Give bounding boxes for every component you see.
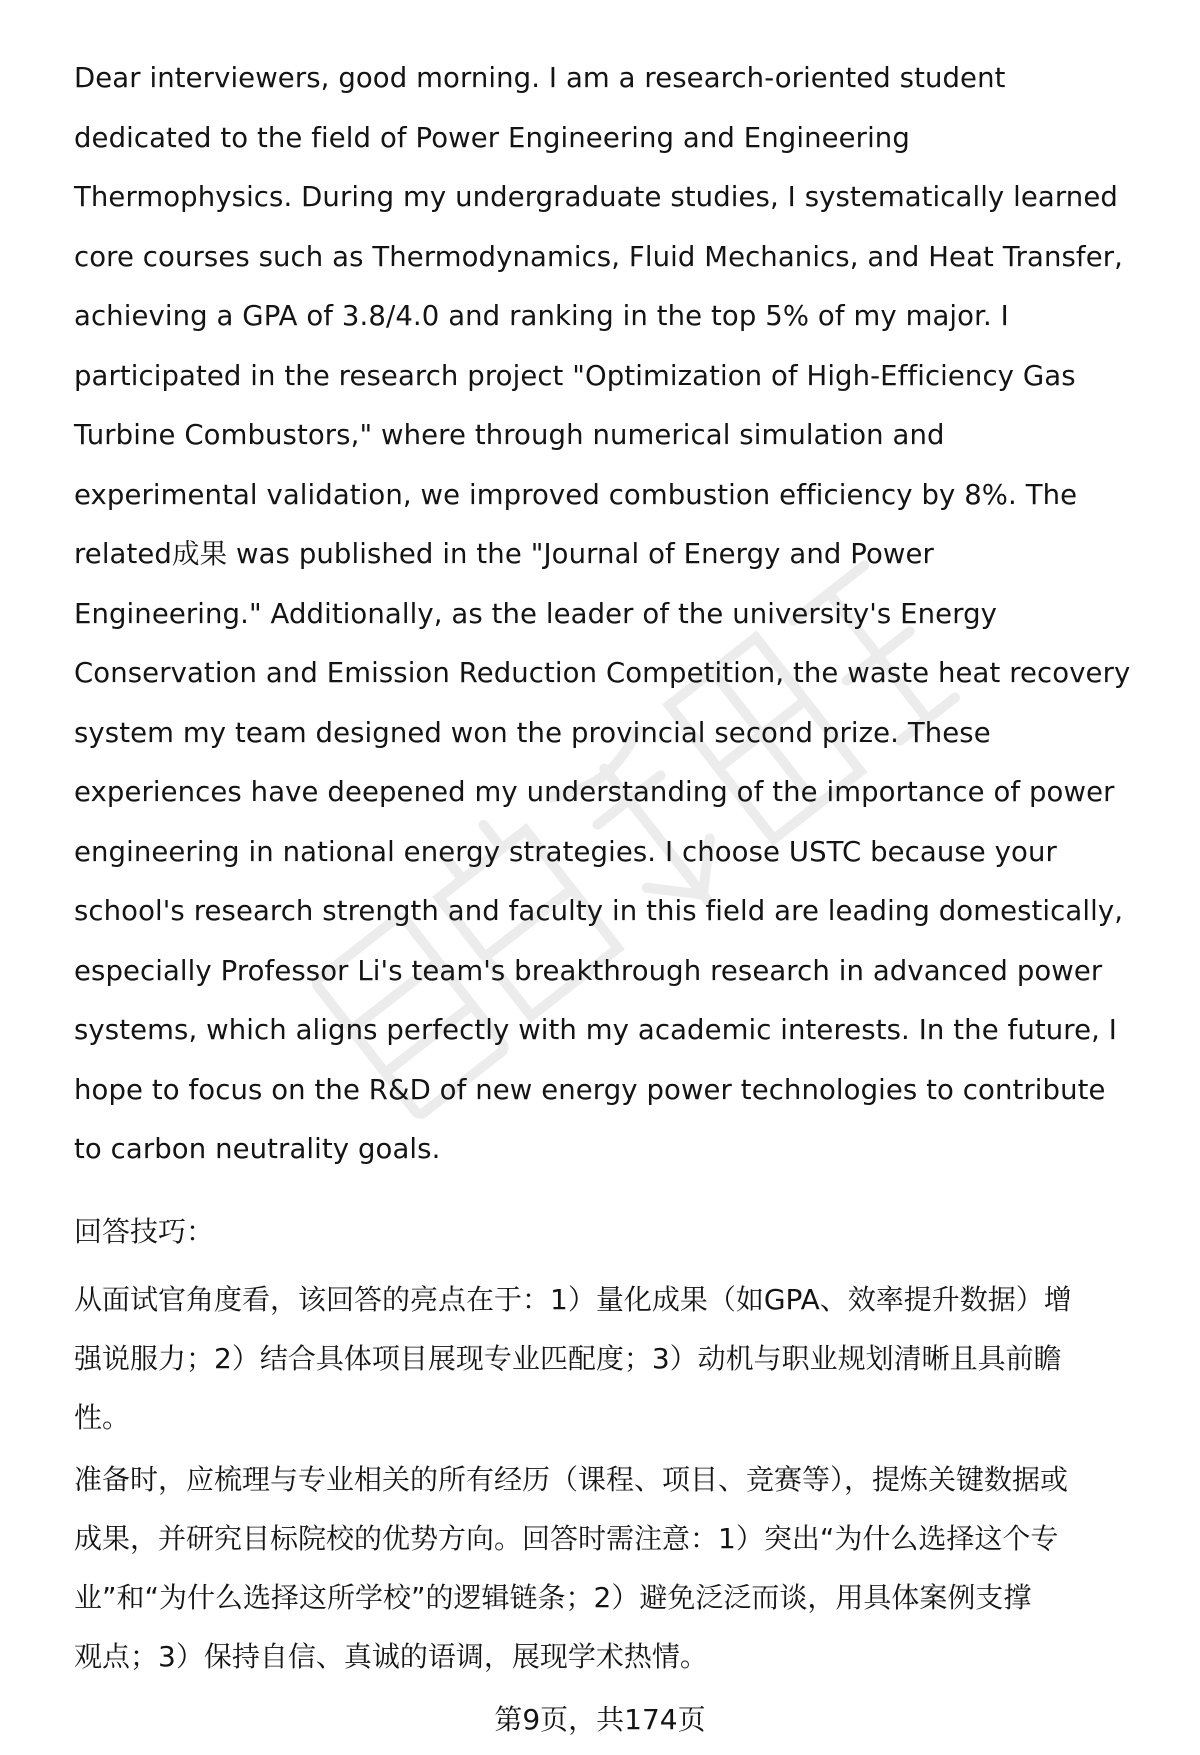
answer-paragraph: Dear interviewers, good morning. I am a research-oriented student dedicated to the field of Power Engineering and Engineering Thermophysics. During my undergraduate studies, I systematically learned core courses such as Thermodynamics, Fluid Mechanics, and Heat Transfer, achieving a GPA of 3.8/4.0 and ranking in the top 5% of my major. I participated in the research project "Optimization of High-Efficiency Gas Turbine Combustors," where through numerical simulation and experimental validation, we improved combustion efficiency by 8%. The related成果 was published in the "Journal of Energy and Power Engineering." Additionally, as the leader of the university's Energy Conservation and Emission Reduction Competition, the waste heat recovery system my team designed won the provincial second prize. These experiences have deepened my understanding of the importance of power engineering in national energy strategies. I choose USTC because your school's research strength and faculty in this field are leading domestically, especially Professor Li's team's breakthrough research in advanced power systems, which aligns perfectly with my academic interests. In the future, I hope to focus on the R&D of new energy power technologies to contribute to carbon neutrality goals. — [74, 62, 1131, 1165]
tips-heading: 回答技巧： — [74, 1215, 215, 1248]
page-number: 第9页，共174页 — [494, 1703, 706, 1736]
tips-paragraph-highlights: 从面试官角度看，该回答的亮点在于：1）量化成果（如GPA、效率提升数据）增 强说服力；2）结合具体项目展现专业匹配度；3）动机与职业规划清晰且具前瞻 性。 — [74, 1283, 1072, 1434]
tips-paragraph-preparation: 准备时，应梳理与专业相关的所有经历（课程、项目、竞赛等），提炼关键数据或 成果，并研究目标院校的优势方向。回答时需注意：1）突出“为什么选择这个专 业”和“为什么选择这所学校”的逻辑链条；2）避免泛泛而谈，用具体案例支撑 观点；3）保持自信、真诚的语调，展现学术热情。 — [74, 1463, 1069, 1673]
